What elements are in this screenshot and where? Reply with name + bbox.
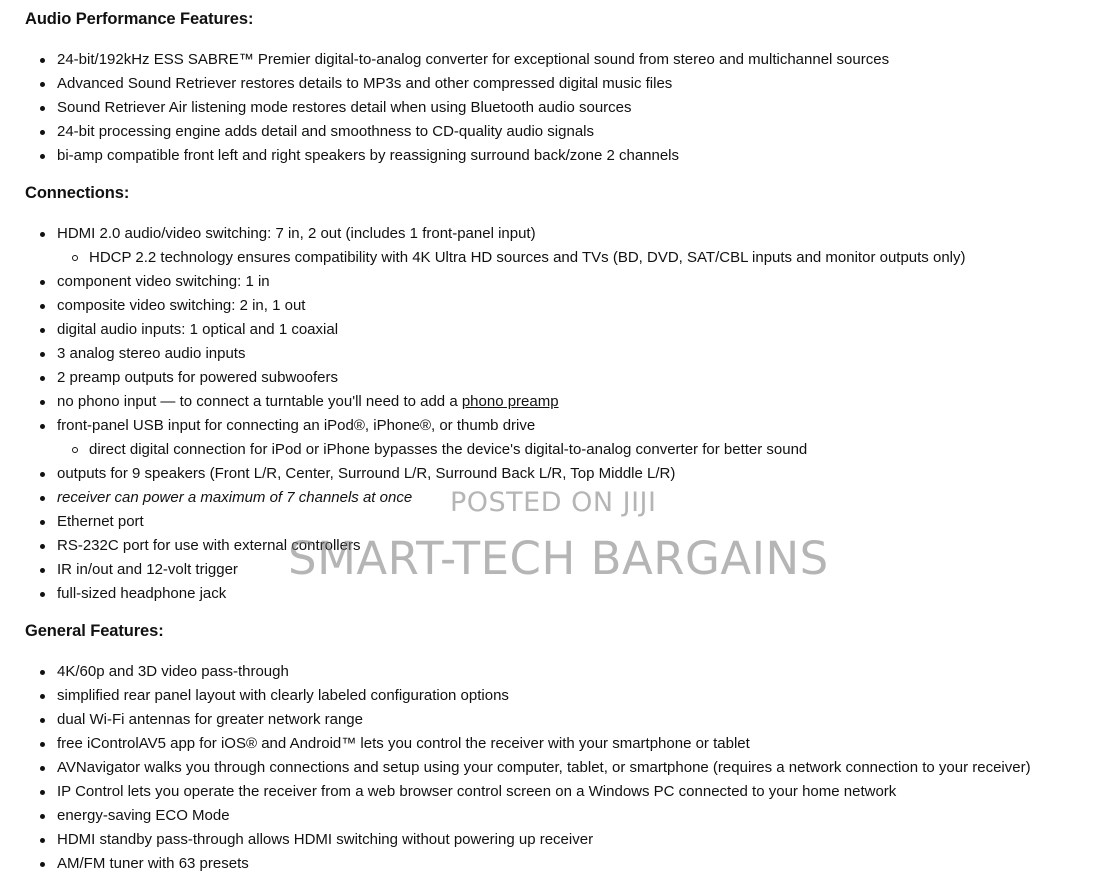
list-item-usb: [57, 414, 1095, 462]
list-item: bi-amp compatible front left and right speakers by reassigning surround back/zone 2 channels: [57, 144, 1095, 168]
list-item: full-sized headphone jack: [57, 582, 1095, 606]
audio-feature-list: [25, 48, 1095, 168]
list-item: free iControlAV5 app for iOS® and Android™ lets you control the receiver with your smartphone or tablet: [57, 732, 1095, 756]
list-item: 4K/60p and 3D video pass-through: [57, 660, 1095, 684]
usb-sub-list: [57, 438, 1095, 462]
phono-preamp-link[interactable]: phono preamp: [461, 393, 559, 410]
spec-document: [25, 8, 1095, 876]
list-item-phono: [57, 390, 1095, 414]
connections-heading: Connections:: [25, 184, 130, 202]
list-item-hdmi: [57, 222, 1095, 270]
watermark-posted-on: POSTED ON JIJI: [450, 487, 657, 518]
list-item: Advanced Sound Retriever restores details to MP3s and other compressed digital music files: [57, 72, 1095, 96]
connections-section: [25, 182, 1095, 606]
list-item: 24-bit processing engine adds detail and smoothness to CD-quality audio signals: [57, 120, 1095, 144]
hdmi-sub-list: [57, 246, 1095, 270]
usb-text: front-panel USB input for connecting an iPod®, iPhone®, or thumb drive: [57, 417, 536, 434]
list-item: 2 preamp outputs for powered subwoofers: [57, 366, 1095, 390]
list-item: RS-232C port for use with external controllers: [57, 534, 1095, 558]
list-item: dual Wi-Fi antennas for greater network range: [57, 708, 1095, 732]
list-item: 24-bit/192kHz ESS SABRE™ Premier digital-to-analog converter for exceptional sound from stereo and multichannel sources: [57, 48, 1095, 72]
list-item: energy-saving ECO Mode: [57, 804, 1095, 828]
list-item: Ethernet port: [57, 510, 1095, 534]
list-item: component video switching: 1 in: [57, 270, 1095, 294]
connections-list: [25, 222, 1095, 606]
list-item: digital audio inputs: 1 optical and 1 coaxial: [57, 318, 1095, 342]
list-item: IR in/out and 12-volt trigger: [57, 558, 1095, 582]
list-item: AM/FM tuner with 63 presets: [57, 852, 1095, 876]
list-item: AVNavigator walks you through connections and setup using your computer, tablet, or smartphone (requires a network connection to your receiver): [57, 756, 1095, 780]
list-item: composite video switching: 2 in, 1 out: [57, 294, 1095, 318]
list-item: Sound Retriever Air listening mode restores detail when using Bluetooth audio sources: [57, 96, 1095, 120]
sub-list-item: direct digital connection for iPod or iPhone bypasses the device's digital-to-analog converter for better sound: [89, 438, 1095, 462]
list-item: outputs for 9 speakers (Front L/R, Center, Surround L/R, Surround Back L/R, Top Middle L/R): [57, 462, 1095, 486]
list-item: HDMI standby pass-through allows HDMI switching without powering up receiver: [57, 828, 1095, 852]
hdmi-text: HDMI 2.0 audio/video switching: 7 in, 2 out (includes 1 front-panel input): [57, 225, 536, 242]
general-feature-list: [25, 660, 1095, 876]
sub-list-item: HDCP 2.2 technology ensures compatibility with 4K Ultra HD sources and TVs (BD, DVD, SAT/CBL inputs and monitor outputs only): [89, 246, 1095, 270]
list-item: 3 analog stereo audio inputs: [57, 342, 1095, 366]
general-features-section: [25, 620, 1095, 876]
list-item: IP Control lets you operate the receiver from a web browser control screen on a Windows PC connected to your home network: [57, 780, 1095, 804]
phono-text: no phono input — to connect a turntable you'll need to add a: [57, 393, 462, 410]
watermark-brand: SMART-TECH BARGAINS: [288, 532, 829, 585]
audio-performance-section: [25, 8, 1095, 168]
list-item: simplified rear panel layout with clearly labeled configuration options: [57, 684, 1095, 708]
general-features-heading: General Features:: [25, 622, 164, 640]
list-item-max-channels: receiver can power a maximum of 7 channels at once: [57, 486, 1095, 510]
audio-performance-heading: Audio Performance Features:: [25, 10, 254, 28]
